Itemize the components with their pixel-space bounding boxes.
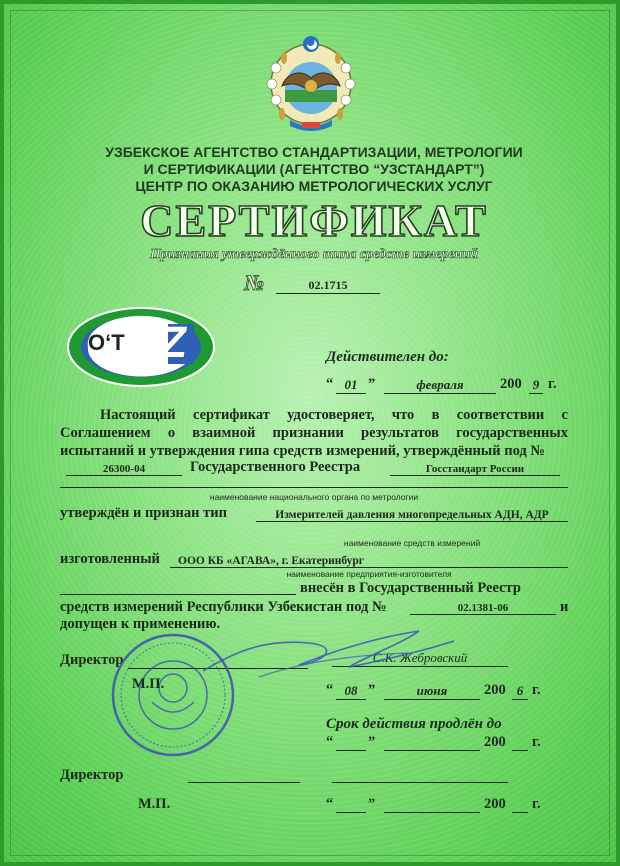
director1-mp: М.П. bbox=[132, 676, 165, 692]
ext-day-line bbox=[336, 750, 366, 751]
certificate-number: 02.1715 bbox=[276, 278, 380, 294]
ext-year: 200 bbox=[484, 734, 506, 750]
date1-close-quote: ” bbox=[368, 682, 376, 698]
valid-year-prefix: 200 bbox=[500, 376, 522, 392]
uz-registry-number: 02.1381-06 bbox=[410, 602, 556, 615]
uz-registry-label: средств измерений Республики Узбекистан под № bbox=[60, 599, 387, 615]
date1-year-prefix: 200 bbox=[484, 682, 506, 698]
director-label: Директор bbox=[60, 652, 124, 668]
certificate-body-text: Настоящий сертификат удостоверяет, что в соответствии с Соглашением о взаимной признании результатов государственных испытаний и утверждения гипа средств измерений, утверждённый под № bbox=[60, 407, 568, 459]
date2-close-quote: ” bbox=[368, 796, 376, 812]
date2-open-quote: “ bbox=[326, 796, 334, 812]
date2-year-unit: г. bbox=[532, 796, 541, 812]
date1-year-suffix: 6 bbox=[512, 683, 528, 700]
caption-maker: наименование предприятия-изготовителя bbox=[286, 569, 452, 579]
date1-open-quote: “ bbox=[326, 682, 334, 698]
agency-name-line1: УЗБЕКСКОЕ АГЕНТСТВО СТАНДАРТИЗАЦИИ, МЕТРОЛОГИИ bbox=[105, 144, 523, 160]
divider-line bbox=[60, 487, 568, 488]
ext-year-suffix-line bbox=[512, 750, 528, 751]
ext-close-quote: ” bbox=[368, 734, 376, 750]
agency-name-line3: ЦЕНТР ПО ОКАЗАНИЮ МЕТРОЛОГИЧЕСКИХ УСЛУГ bbox=[135, 178, 493, 194]
admitted-text: допущен к применению. bbox=[60, 616, 221, 632]
registry-text: Государственного Реестра bbox=[190, 459, 361, 475]
registry-number: 26300-04 bbox=[66, 463, 182, 476]
signature-icon bbox=[199, 619, 459, 689]
date1-month: июня bbox=[384, 683, 480, 700]
logo-letter: Z bbox=[156, 318, 191, 367]
name-line bbox=[332, 782, 508, 783]
valid-open-quote: “ bbox=[326, 376, 334, 392]
caption-org: наименование национального органа по метрологии bbox=[209, 492, 419, 502]
number-label: № bbox=[244, 270, 265, 295]
valid-year-suffix: 9 bbox=[529, 377, 543, 394]
divider-line bbox=[60, 594, 296, 595]
certificate-subtitle: Признания утверждённого типа средств измерений bbox=[149, 247, 479, 262]
signature-line bbox=[188, 782, 300, 783]
caption-instrument: наименование средств измерений bbox=[343, 538, 481, 548]
date1-year-unit: г. bbox=[532, 682, 541, 698]
logo-text: O‘T bbox=[88, 330, 125, 355]
valid-year-unit: г. bbox=[548, 376, 557, 392]
date2-day-line bbox=[336, 812, 366, 813]
valid-close-quote: ” bbox=[368, 376, 376, 392]
certificate-title: СЕРТИФИКАТ bbox=[140, 195, 488, 246]
valid-day: 01 bbox=[336, 377, 366, 394]
entered-text: внесён в Государственный Реестр bbox=[300, 580, 521, 596]
maker-name: ООО КБ «АГАВА», г. Екатеринбург bbox=[170, 555, 568, 568]
date2-year: 200 bbox=[484, 796, 506, 812]
ext-month-line bbox=[384, 750, 480, 751]
date1-day: 08 bbox=[336, 683, 366, 700]
date2-month-line bbox=[384, 812, 480, 813]
valid-month: февраля bbox=[384, 377, 496, 394]
valid-until-label: Действителен до: bbox=[326, 349, 449, 365]
ext-open-quote: “ bbox=[326, 734, 334, 750]
uz-registry-and: и bbox=[560, 599, 569, 615]
director2-label: Директор bbox=[60, 767, 124, 783]
registry-org: Госстандарт России bbox=[390, 463, 560, 476]
approved-label: утверждён и признан тип bbox=[60, 505, 227, 521]
director-name: С.К. Жебровский bbox=[332, 650, 508, 667]
date2-year-suffix-line bbox=[512, 812, 528, 813]
director2-mp: М.П. bbox=[138, 796, 171, 812]
instrument-name: Измерителей давления многопредельных АДН, АДР bbox=[256, 509, 568, 522]
state-emblem-icon bbox=[262, 28, 360, 134]
ext-year-unit: г. bbox=[532, 734, 541, 750]
extension-label: Срок действия продлён до bbox=[326, 716, 502, 732]
agency-name-line2: И СЕРТИФИКАЦИИ (АГЕНТСТВО “УЗСТАНДАРТ”) bbox=[143, 161, 485, 177]
maker-label: изготовленный bbox=[60, 551, 160, 567]
